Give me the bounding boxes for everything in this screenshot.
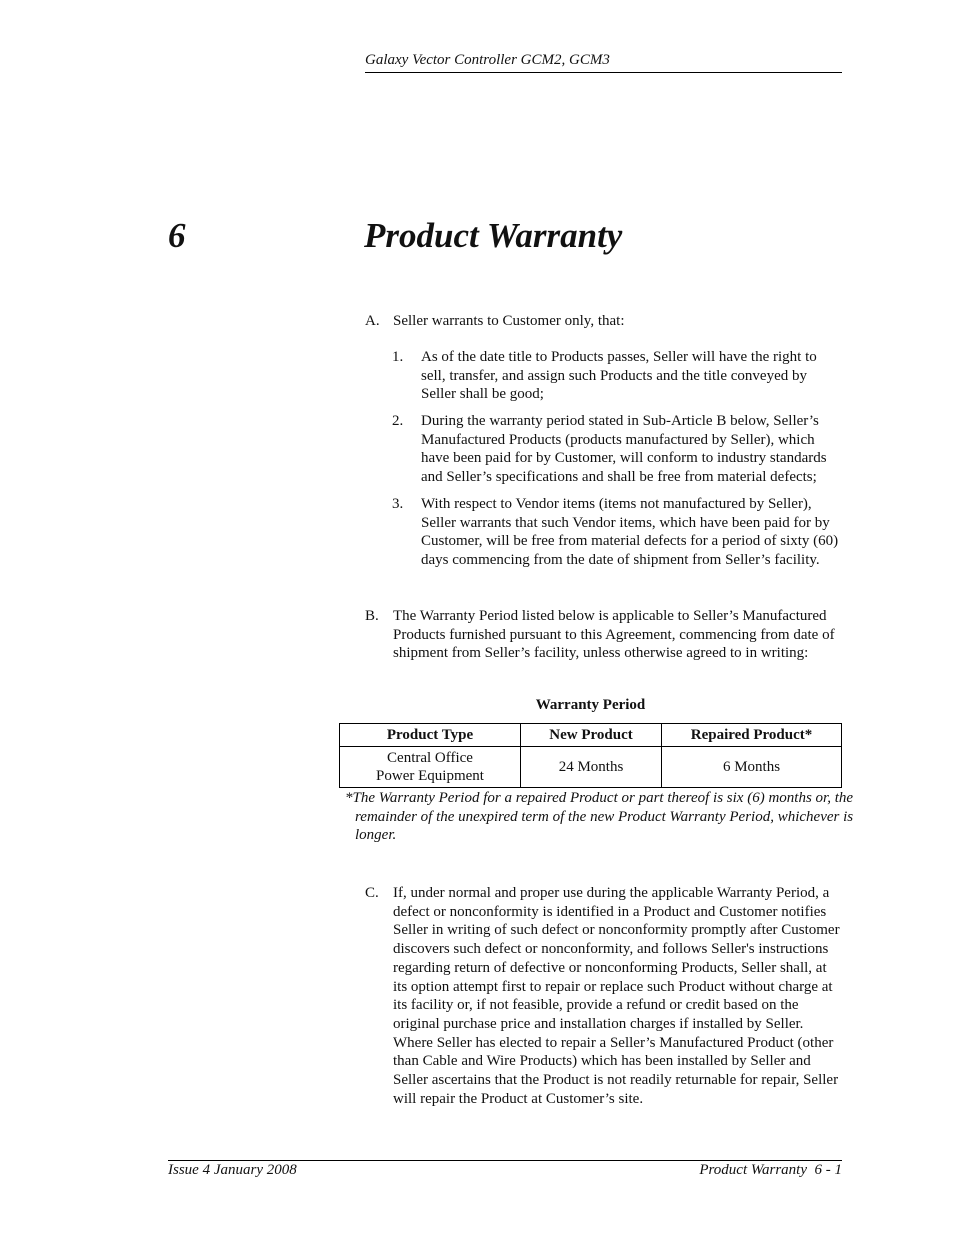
section-a-item-3 — [392, 495, 843, 570]
section-b — [365, 607, 843, 663]
section-a-item-2 — [392, 412, 843, 487]
header-new-product: New Product — [521, 724, 662, 747]
item-label: 2. — [392, 413, 404, 429]
section-b-label: B. — [365, 608, 379, 624]
section-b-text: The Warranty Period listed below is applicable to Seller’s Manufactured Products furnished pursuant to this Agreement, commencing from date of shipment from Seller’s facility, unless otherwise agreed to in writing: — [393, 608, 835, 662]
item-text: With respect to Vendor items (items not manufactured by Seller), Seller warrants that such Vendor items, which have been paid for by Customer, will be free from material defects for a period of sixty (60) days commencing from the date of shipment from Seller’s facility. — [421, 496, 839, 569]
item-label: 1. — [392, 349, 404, 365]
running-header: Galaxy Vector Controller GCM2, GCM3 — [365, 52, 610, 68]
section-c-label: C. — [365, 885, 379, 901]
footer-rule — [168, 1160, 842, 1161]
footer-issue: Issue 4 January 2008 — [168, 1162, 297, 1178]
item-text: As of the date title to Products passes, Seller will have the right to sell, transfer, and assign such Products and the title conveyed by Seller shall be good; — [421, 349, 817, 403]
section-a-text: Seller warrants to Customer only, that: — [393, 313, 625, 329]
table-footnote: *The Warranty Period for a repaired Product or part thereof is six (6) months or, the remainder of the unexpired term of the new Product Warranty Period, whichever is longer. — [345, 790, 854, 844]
table-caption: Warranty Period — [535, 697, 646, 713]
product-type-line-1: Central Office — [387, 749, 473, 766]
section-a — [365, 312, 843, 331]
section-c — [365, 884, 843, 1108]
item-label: 3. — [392, 496, 404, 512]
table-header-row — [340, 724, 842, 747]
table-row — [340, 747, 842, 788]
chapter-number: 6 — [168, 216, 186, 255]
cell-product-type — [340, 747, 521, 788]
section-a-label: A. — [365, 313, 380, 329]
chapter-title: Product Warranty — [364, 216, 623, 255]
cell-repaired-product: 6 Months — [662, 747, 842, 788]
product-type-line-2: Power Equipment — [376, 768, 484, 784]
cell-new-product: 24 Months — [521, 747, 662, 788]
footer-page-number: Product Warranty 6 - 1 — [699, 1162, 842, 1178]
section-c-text: If, under normal and proper use during the applicable Warranty Period, a defect or nonconformity is identified in a Product and Customer notifies Seller in writing of such defect or nonconformity promptly after Customer discovers such defect or nonconformity, and follows Seller's instructions regarding return of defective or nonconforming Products, Seller shall, at its option attempt first to repair or replace such Product without charge at its facility or, if not feasible, provide a refund or credit based on the original purchase price and installation charges if installed by Seller. Where Seller has elected to repair a Seller’s Manufactured Product (other than Cable and Wire Products) which has been installed by Seller and Seller ascertains that the Product is not readily returnable for repair, Seller will repair the Product at Customer’s site. — [393, 885, 840, 1107]
warranty-table — [339, 723, 842, 788]
header-repaired-product: Repaired Product* — [662, 724, 842, 747]
header-product-type: Product Type — [340, 724, 521, 747]
header-rule — [365, 72, 842, 73]
item-text: During the warranty period stated in Sub-Article B below, Seller’s Manufactured Products (products manufactured by Seller), which have been paid for by Customer, will conform to industry standards and Seller’s specifications and shall be free from material defects; — [421, 413, 827, 486]
section-a-item-1 — [392, 348, 843, 404]
